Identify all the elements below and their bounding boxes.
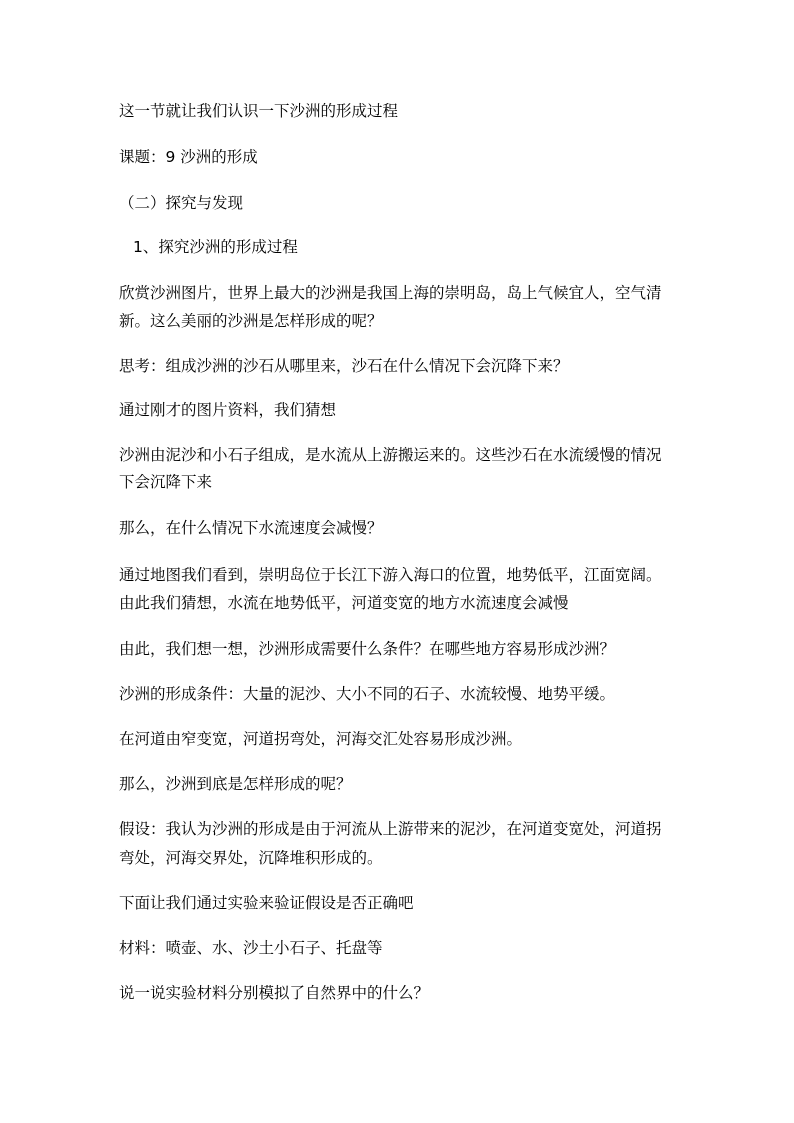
text-line: 这一节就让我们认识一下沙洲的形成过程 (119, 102, 399, 120)
subsection-heading: 1、探究沙洲的形成过程 (133, 238, 298, 256)
text-line: 在河道由窄变宽，河道拐弯处，河海交汇处容易形成沙洲。 (119, 730, 523, 748)
text-line: 下会沉降下来 (119, 473, 213, 491)
lesson-title: 课题：9 沙洲的形成 (119, 148, 258, 166)
text-line: 沙洲由泥沙和小石子组成，是水流从上游搬运来的。这些沙石在水流缓慢的情况 (119, 446, 662, 464)
text-line: 那么，沙洲到底是怎样形成的呢？ (119, 775, 352, 793)
text-line: 由此，我们想一想，沙洲形成需要什么条件？在哪些地方容易形成沙洲？ (119, 640, 616, 658)
text-line: 材料：喷壶、水、沙土小石子、托盘等 (119, 939, 383, 957)
text-line: 沙洲的形成条件：大量的泥沙、大小不同的石子、水流较慢、地势平缓。 (119, 685, 616, 703)
text-line: 思考：组成沙洲的沙石从哪里来，沙石在什么情况下会沉降下来？ (119, 357, 569, 375)
text-line: 那么，在什么情况下水流速度会减慢？ (119, 519, 383, 537)
text-line: 由此我们猜想，水流在地势低平，河道变宽的地方水流速度会减慢 (119, 594, 569, 612)
section-heading: （二）探究与发现 (119, 194, 244, 212)
text-line: 通过刚才的图片资料，我们猜想 (119, 401, 337, 419)
text-line: 弯处，河海交界处，沉降堆积形成的。 (119, 849, 383, 867)
text-line: 假设：我认为沙洲的形成是由于河流从上游带来的泥沙，在河道变宽处，河道拐 (119, 820, 662, 838)
text-line: 通过地图我们看到，崇明岛位于长江下游入海口的位置，地势低平，江面宽阔。 (119, 566, 662, 584)
text-line: 新。这么美丽的沙洲是怎样形成的呢？ (119, 312, 383, 330)
text-line: 说一说实验材料分别模拟了自然界中的什么？ (119, 984, 430, 1002)
text-line: 欣赏沙洲图片，世界上最大的沙洲是我国上海的崇明岛，岛上气候宜人，空气清 (119, 284, 662, 302)
text-line: 下面让我们通过实验来验证假设是否正确吧 (119, 894, 414, 912)
